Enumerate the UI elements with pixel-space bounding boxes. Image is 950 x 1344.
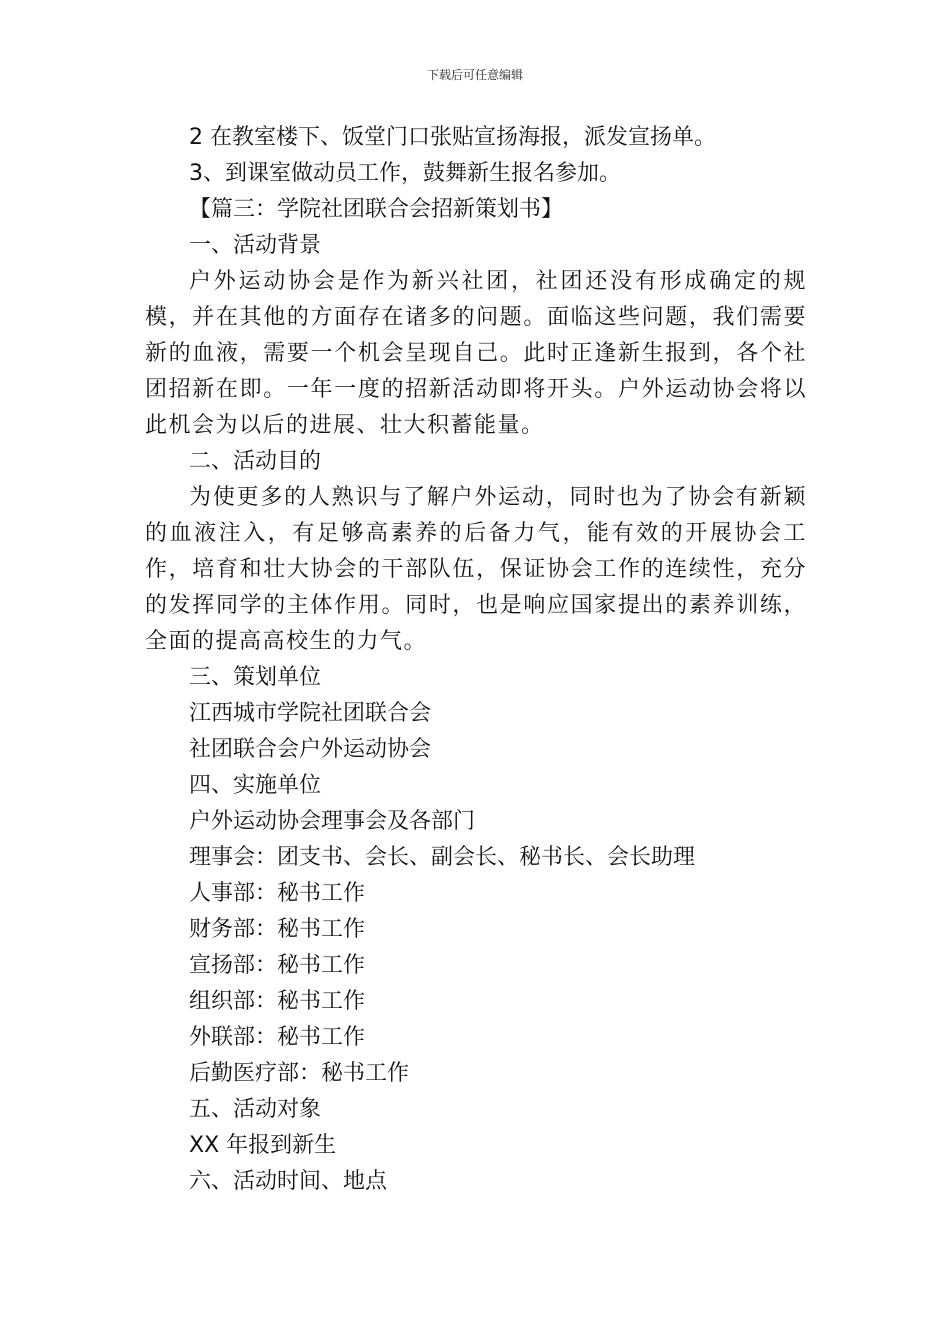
list-item: 人事部：秘书工作 [189,881,366,906]
list-item: 后勤医疗部：秘书工作 [189,1061,410,1086]
document-body [145,120,807,1200]
section-title: 【篇三：学院社团联合会招新策划书】 [189,197,564,222]
list-item: 3、到课室做动员工作，鼓舞新生报名参加。 [189,161,621,186]
list-item: 理事会：团支书、会长、副会长、秘书长、会长助理 [189,845,696,870]
paragraph: 户外运动协会是作为新兴社团，社团还没有形成确定的规模，并在其他的方面存在诸多的问题。面临这些问题，我们需要新的血液，需要一个机会呈现自己。此时正逢新生报到，各个社团招新在即。一年一度的招新活动即将开头。户外运动协会将以此机会为以后的进展、壮大积蓄能量。 [145,269,807,438]
list-item: 江西城市学院社团联合会 [189,701,432,726]
section-heading: 二、活动目的 [189,449,322,474]
page-header: 下载后可任意编辑 [426,68,523,82]
list-item: 社团联合会户外运动协会 [189,737,432,762]
section-heading: 三、策划单位 [189,665,322,690]
section-heading: 六、活动时间、地点 [189,1169,388,1194]
list-item: 2 在教室楼下、饭堂门口张贴宣扬海报，派发宣扬单。 [189,125,716,150]
list-item: 户外运动协会理事会及各部门 [189,809,476,834]
list-item: 组织部：秘书工作 [189,989,366,1014]
section-heading: 五、活动对象 [189,1097,322,1122]
list-item: 外联部：秘书工作 [189,1025,366,1050]
list-item: XX 年报到新生 [189,1133,337,1158]
list-item: 财务部：秘书工作 [189,917,366,942]
section-heading: 四、实施单位 [189,773,322,798]
list-item: 宣扬部：秘书工作 [189,953,366,978]
section-heading: 一、活动背景 [189,233,322,258]
paragraph: 为使更多的人熟识与了解户外运动，同时也为了协会有新颖的血液注入，有足够高素养的后备力气，能有效的开展协会工作，培育和壮大协会的干部队伍，保证协会工作的连续性，充分的发挥同学的主体作用。同时，也是响应国家提出的素养训练，全面的提高高校生的力气。 [145,485,807,654]
